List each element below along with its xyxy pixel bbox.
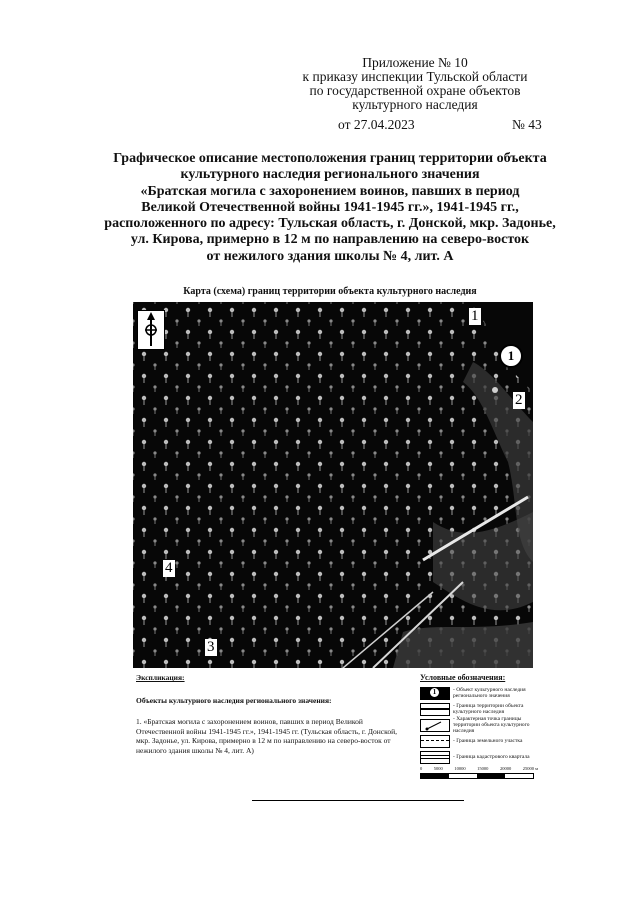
legend-row bbox=[420, 718, 538, 732]
scale-label: 0 bbox=[420, 766, 423, 771]
map-title: Карта (схема) границ территории объекта культурного наследия bbox=[183, 286, 477, 297]
title-line: от нежилого здания школы № 4, лит. А bbox=[206, 248, 454, 264]
territory-boundary-symbol-icon bbox=[420, 703, 450, 716]
divider bbox=[252, 800, 464, 801]
order-date: от 27.04.2023 bbox=[338, 117, 415, 132]
order-number: № 43 bbox=[512, 117, 542, 132]
boundary-point-label: 1 bbox=[471, 308, 479, 324]
scale-label: 10000 bbox=[454, 766, 466, 771]
explication-item: 1. «Братская могила с захоронением воинов, павших в период Великой Отечественной войны 1941-1945 гг.», 1941-1945 гг. (Тульская область, г. Донской, мкр. Задонье, ул. Кирова, примерно в 12 м по направлению на северо-восток от нежилого здания школы № 4, лит. А) bbox=[136, 717, 398, 755]
title-line: Великой Отечественной войны 1941-1945 гг.», 1941-1945 гг., bbox=[141, 199, 519, 215]
cadastral-boundary-symbol-icon bbox=[420, 751, 450, 764]
legend-label: - Объект культурного наследия регионального значения bbox=[453, 687, 526, 699]
boundary-point-label: 4 bbox=[165, 560, 173, 576]
scale-labels bbox=[420, 766, 538, 771]
explication-subheading: Объекты культурного наследия регионального значения: bbox=[136, 696, 332, 705]
legend-label: - Граница кадастрового квартала bbox=[453, 754, 530, 760]
scale-label: 25000 м bbox=[522, 766, 538, 771]
legend-row bbox=[420, 734, 538, 748]
explication-heading: Экспликация: bbox=[136, 673, 185, 682]
legend-heading: Условные обозначения: bbox=[420, 673, 506, 682]
scale-label: 20000 bbox=[499, 766, 512, 771]
heritage-object-marker: 1 bbox=[499, 344, 523, 368]
legend-label: - Граница территории объекта культурного наследия bbox=[453, 703, 524, 715]
title-line: «Братская могила с захоронением воинов, павших в период bbox=[140, 183, 520, 199]
document-title bbox=[80, 151, 580, 265]
title-line: Графическое описание местоположения границ территории объекта bbox=[113, 151, 547, 166]
boundary-point-label: 3 bbox=[207, 639, 215, 655]
scale-bar bbox=[420, 773, 534, 779]
legend-label: - Характерная точка границы территории объекта культурного наследия bbox=[453, 716, 530, 734]
order-line: к приказу инспекции Тульской области bbox=[302, 69, 528, 84]
land-plot-boundary-symbol-icon bbox=[420, 735, 450, 748]
explication bbox=[136, 673, 398, 755]
legend-row bbox=[420, 686, 538, 700]
scale-label: 15000 bbox=[477, 766, 489, 771]
legend-label: - Граница земельного участка bbox=[453, 738, 523, 744]
appendix-line: Приложение № 10 bbox=[362, 55, 468, 70]
map-legend bbox=[420, 673, 538, 779]
legend-row bbox=[420, 750, 538, 764]
legend-row bbox=[420, 702, 538, 716]
heritage-line: культурного наследия bbox=[352, 97, 478, 112]
boundary-map bbox=[133, 302, 533, 668]
title-line: ул. Кирова, примерно в 12 м по направлению на северо-восток bbox=[130, 232, 530, 248]
map-imagery bbox=[133, 302, 533, 668]
heritage-object-symbol-icon: 1 bbox=[420, 687, 450, 700]
appendix-header bbox=[285, 56, 545, 112]
north-arrow-icon bbox=[137, 310, 165, 350]
boundary-point-symbol-icon bbox=[420, 719, 450, 732]
boundary-point-label: 2 bbox=[515, 392, 523, 408]
title-line: культурного наследия регионального значения bbox=[180, 167, 480, 183]
scale-label: 5000 bbox=[433, 766, 443, 771]
title-line: расположенного по адресу: Тульская область, г. Донской, мкр. Задонье, bbox=[104, 216, 556, 232]
authority-line: по государственной охране объектов bbox=[309, 83, 521, 98]
